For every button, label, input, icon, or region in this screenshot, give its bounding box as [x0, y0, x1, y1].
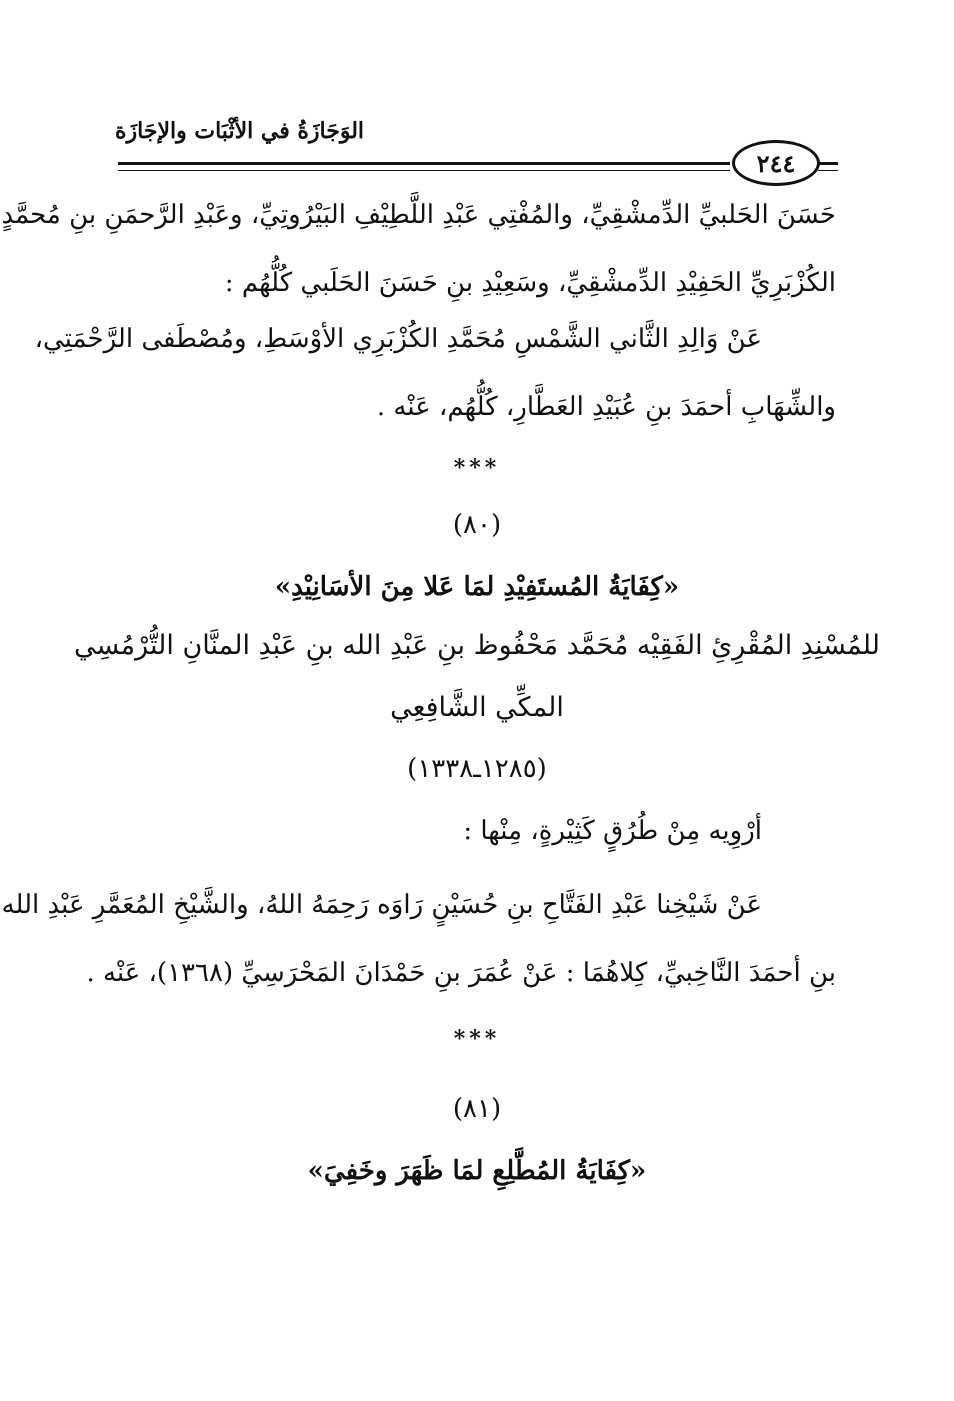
header-rule [118, 162, 730, 165]
running-title: الوَجَازَةُ في الأثْبَات والإجَازَة [115, 118, 365, 144]
page-number [732, 140, 820, 186]
entry-number: (٨٠) [452, 510, 502, 540]
book-title: «كِفَايَةُ المُطَّلِعِ لمَا ظَهَرَ وخَفِيَ» [307, 1156, 647, 1186]
chain-line: عَنْ شَيْخِنا عَبْدِ الفَتَّاحِ بنِ حُسَيْنٍ رَاوَه رَحِمَهُ اللهُ، والشَّيْخِ المُعَمَّرِ عَبْدِ الله [1, 890, 762, 920]
paragraph-line: حَسَنَ الحَلبيِّ الدِّمشْقِيِّ، والمُفْتِي عَبْدِ اللَّطِيْفِ البَيْرُوتِيِّ، وعَبْدِ الرَّحمَنِ بنِ مُحمَّدٍ [1, 200, 836, 230]
section-separator: *** [453, 1026, 501, 1052]
header-rule-thin [118, 170, 730, 171]
paragraph-line: عَنْ وَالِدِ الثَّاني الشَّمْسِ مُحَمَّدِ الكُزْبَرِي الأوْسَطِ، ومُصْطَفى الرَّحْمَتِي، [34, 324, 762, 354]
author-line: للمُسْنِدِ المُقْرِئِ الفَقِيْه مُحَمَّد مَحْفُوظ بنِ عَبْدِ الله بنِ عَبْدِ المنَّانِ التُّرْمُسِي [74, 630, 880, 661]
header-rule-right [818, 162, 838, 165]
header-rule-right-thin [818, 170, 838, 171]
author-line: المكِّي الشَّافِعِي [390, 692, 564, 723]
entry-number: (٨١) [452, 1094, 502, 1124]
author-dates: (١٢٨٥ـ١٣٣٨) [407, 754, 547, 784]
book-title: «كِفَايَةُ المُستَفِيْدِ لمَا عَلا مِنَ الأسَانِيْدِ» [274, 572, 680, 602]
chain-intro: أرْوِيه مِنْ طُرُقٍ كَثِيْرةٍ، مِنْها : [463, 816, 762, 846]
paragraph-line: الكُزْبَرِيِّ الحَفِيْدِ الدِّمشْقِيِّ، وسَعِيْدِ بنِ حَسَنَ الحَلَبي كُلُّهُم : [224, 268, 836, 298]
paragraph-line: والشِّهَابِ أحمَدَ بنِ عُبَيْدِ العَطَّارِ، كُلُّهُم، عَنْه . [376, 392, 836, 422]
section-separator: *** [453, 455, 501, 481]
page-number-text: ٢٤٤ [756, 148, 796, 178]
chain-line: بنِ أحمَدَ النَّاخِبيِّ، كِلاهُمَا : عَنْ عُمَرَ بنِ حَمْدَانَ المَحْرَسِيِّ (١٣٦٨)، عَنْه . [86, 958, 836, 988]
